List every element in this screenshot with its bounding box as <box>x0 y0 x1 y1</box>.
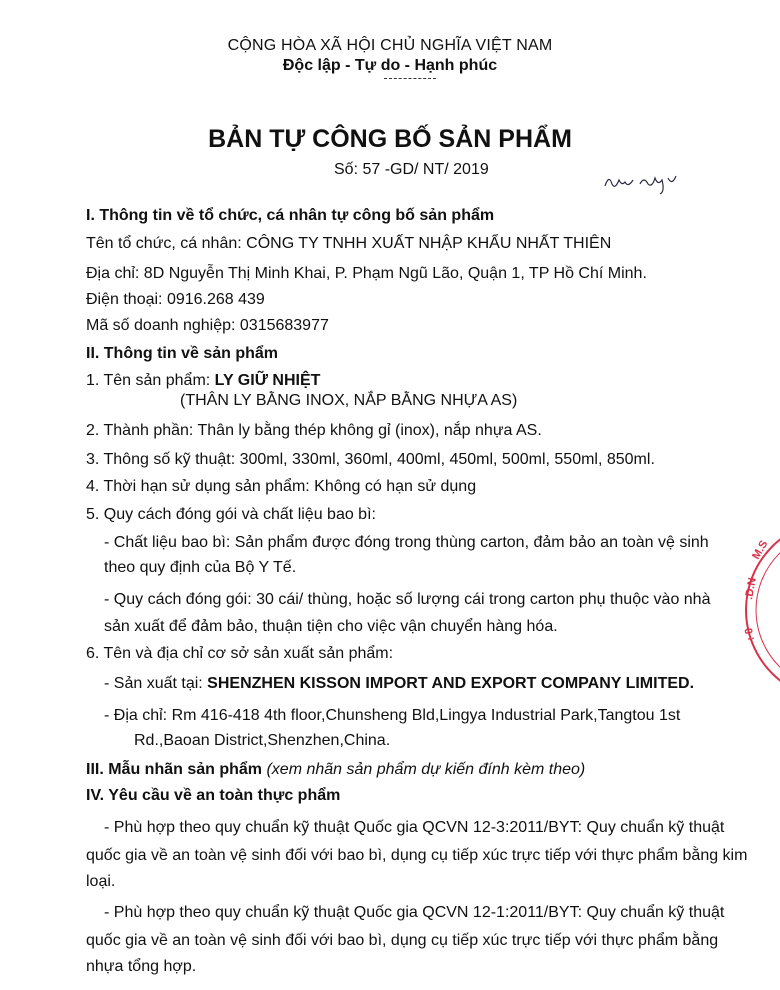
manufacturer-address-cont: Rd.,Baoan District,Shenzhen,China. <box>134 732 391 749</box>
packaging-spec-cont: sản xuất để đảm bảo, thuận tiện cho việc vận chuyển hàng hóa. <box>104 618 558 635</box>
manufacturer-name: SHENZHEN KISSON IMPORT AND EXPORT COMPANY LIMITED. <box>207 675 695 692</box>
product-name-label: 1. Tên sản phẩm: <box>86 372 215 389</box>
product-name: LY GIỮ NHIỆT <box>214 372 321 389</box>
packaging-material-cont: theo quy định của Bộ Y Tế. <box>104 559 297 576</box>
section-3-note: (xem nhãn sản phẩm dự kiến đính kèm theo) <box>266 761 586 778</box>
organization-name: Tên tổ chức, cá nhân: CÔNG TY TNHH XUẤT NHẬP KHẨU NHẤT THIÊN <box>86 235 612 252</box>
section-1-heading: I. Thông tin về tổ chức, cá nhân tự công bố sản phẩm <box>86 207 495 224</box>
document-title: BẢN TỰ CÔNG BỐ SẢN PHẨM <box>208 125 572 153</box>
product-composition: 2. Thành phần: Thân ly bằng thép không gỉ (inox), nắp nhựa AS. <box>86 422 542 439</box>
packaging-spec: - Quy cách đóng gói: 30 cái/ thùng, hoặc số lượng cái trong carton phụ thuộc vào nhà <box>104 591 711 608</box>
manufacturer-label: - Sản xuất tại: <box>104 675 208 692</box>
requirement-1-line-3: loại. <box>86 873 116 890</box>
product-name-line <box>86 371 320 391</box>
organization-address: Địa chỉ: 8D Nguyễn Thị Minh Khai, P. Phạm Ngũ Lão, Quận 1, TP Hồ Chí Minh. <box>86 265 647 282</box>
document-number: Số: 57 -GD/ NT/ 2019 <box>334 161 489 178</box>
product-shelf-life: 4. Thời hạn sử dụng sản phẩm: Không có hạn sử dụng <box>86 478 477 495</box>
packaging-heading: 5. Quy cách đóng gói và chất liệu bao bì: <box>86 506 376 523</box>
manufacturer-line <box>104 674 694 694</box>
requirement-2-line-2: quốc gia về an toàn vệ sinh đối với bao bì, dụng cụ tiếp xúc trực tiếp với thực phẩm bằng <box>86 932 719 949</box>
national-motto: Độc lập - Tự do - Hạnh phúc <box>282 57 498 74</box>
requirement-1-line-2: quốc gia về an toàn vệ sinh đối với bao bì, dụng cụ tiếp xúc trực tiếp với thực phẩm bằng kim <box>86 847 748 864</box>
requirement-2-line-1: - Phù hợp theo quy chuẩn kỹ thuật Quốc gia QCVN 12-1:2011/BYT: Quy chuẩn kỹ thuật <box>104 904 725 921</box>
handwritten-note <box>600 166 690 196</box>
organization-phone: Điện thoại: 0916.268 439 <box>86 291 265 308</box>
svg-text:M.S: M.S <box>750 538 771 562</box>
section-3-heading: III. Mẫu nhãn sản phẩm <box>86 761 267 778</box>
svg-text:: 0: : 0 <box>742 626 757 642</box>
section-3-line <box>86 760 585 780</box>
section-2-heading: II. Thông tin về sản phẩm <box>86 345 279 362</box>
product-specifications: 3. Thông số kỹ thuật: 300ml, 330ml, 360ml, 400ml, 450ml, 500ml, 550ml, 850ml. <box>86 451 655 468</box>
svg-text:.D.N: .D.N <box>743 576 759 601</box>
section-4-heading: IV. Yêu cầu về an toàn thực phẩm <box>86 787 341 804</box>
organization-tax-id: Mã số doanh nghiệp: 0315683977 <box>86 317 329 334</box>
product-description: (THÂN LY BẰNG INOX, NẮP BẰNG NHỰA AS) <box>180 392 518 409</box>
packaging-material: - Chất liệu bao bì: Sản phẩm được đóng trong thùng carton, đảm bảo an toàn vệ sinh <box>104 534 709 551</box>
national-title: CỘNG HÒA XÃ HỘI CHỦ NGHĨA VIỆT NAM <box>227 37 553 54</box>
manufacturer-address: - Địa chỉ: Rm 416-418 4th floor,Chunsheng Bld,Lingya Industrial Park,Tangtou 1st <box>104 707 681 724</box>
red-seal-stamp <box>736 520 780 700</box>
requirement-1-line-1: - Phù hợp theo quy chuẩn kỹ thuật Quốc gia QCVN 12-3:2011/BYT: Quy chuẩn kỹ thuật <box>104 819 725 836</box>
header-divider <box>384 78 436 79</box>
requirement-2-line-3: nhựa tổng hợp. <box>86 958 197 975</box>
manufacturer-heading: 6. Tên và địa chỉ cơ sở sản xuất sản phẩm: <box>86 645 394 662</box>
